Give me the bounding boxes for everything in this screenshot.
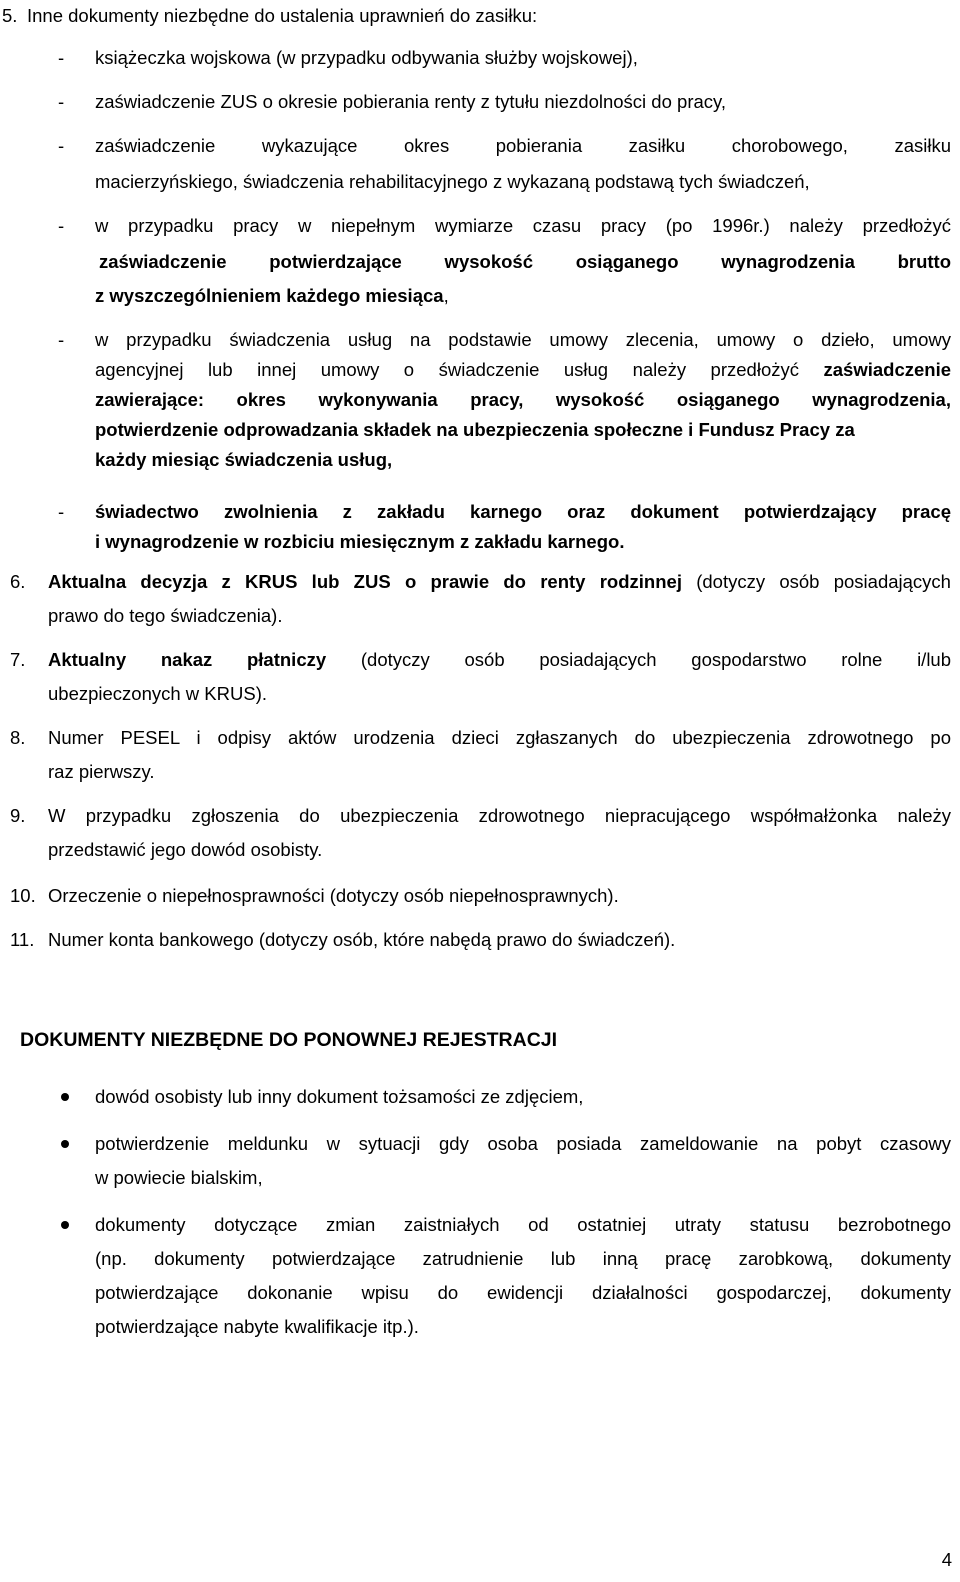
- bullet-item-registration: potwierdzenie meldunku w sytuacji gdy osoba posiada zameldowanie na pobyt czasowy: [95, 1133, 951, 1154]
- page-number: 4: [941, 1549, 952, 1570]
- list-item-services: w przypadku świadczenia usług na podstawie umowy zlecenia, umowy o dzieło, umowy: [95, 329, 951, 350]
- dash-marker: -: [58, 501, 65, 522]
- section-heading: DOKUMENTY NIEZBĘDNE DO PONOWNEJ REJESTRACJI: [20, 1029, 558, 1051]
- comma-text: ,: [443, 285, 449, 306]
- list-number-9: 9.: [10, 805, 26, 826]
- section-5-title: Inne dokumenty niezbędne do ustalenia uprawnień do zasiłku:: [27, 5, 538, 26]
- list-item-services-end: każdy miesiąc świadczenia usług,: [95, 449, 393, 470]
- list-item-part-time: w przypadku pracy w niepełnym wymiarze czasu pracy (po 1996r.) należy przedłożyć: [95, 215, 951, 236]
- bold-text: z wyszczególnieniem każdego miesiąca: [95, 285, 444, 306]
- list-number-10: 10.: [10, 885, 36, 906]
- list-number-5: 5.: [2, 5, 18, 26]
- list-item-sickness-benefit: zaświadczenie wykazujące okres pobierania zasiłku chorobowego, zasiłku: [95, 135, 951, 156]
- dash-marker: -: [58, 135, 65, 156]
- section-6-bold: Aktualna decyzja z KRUS lub ZUS o prawie do renty rodzinnej: [48, 571, 682, 592]
- list-item-prison-release: świadectwo zwolnienia z zakładu karnego oraz dokument potwierdzający pracę: [95, 501, 951, 522]
- list-item-part-time-end: [95, 284, 449, 308]
- list-item-zus-pension: zaświadczenie ZUS o okresie pobierania renty z tytułu niezdolności do pracy,: [95, 91, 727, 112]
- bullet-item-id: dowód osobisty lub inny dokument tożsamości ze zdjęciem,: [95, 1086, 584, 1107]
- list-item-military-book: książeczka wojskowa (w przypadku odbywania służby wojskowej),: [95, 47, 638, 68]
- section-6-rest: (dotyczy osób posiadających: [696, 571, 951, 592]
- dash-marker: -: [58, 215, 65, 236]
- services-bold-text: zaświadczenie: [823, 359, 952, 380]
- section-9-cont: przedstawić jego dowód osobisty.: [48, 839, 323, 860]
- section-7-rest: (dotyczy osób posiadających gospodarstwo rolne i/lub: [360, 649, 952, 670]
- dash-marker: -: [58, 91, 65, 112]
- list-number-6: 6.: [10, 571, 26, 592]
- list-item-services-cont: zawierające: okres wykonywania pracy, wysokość osiąganego wynagrodzenia,: [95, 389, 951, 410]
- section-7-bold: Aktualny nakaz płatniczy: [48, 649, 327, 670]
- bullet-item-registration-cont: w powiecie bialskim,: [95, 1167, 263, 1188]
- list-number-7: 7.: [10, 649, 26, 670]
- section-6-cont: prawo do tego świadczenia).: [48, 605, 283, 626]
- section-7-cont: ubezpieczonych w KRUS).: [48, 683, 268, 704]
- bullet-item-status-change-cont: potwierdzające dokonanie wpisu do ewidencji działalności gospodarczej, dokumenty: [95, 1282, 951, 1303]
- section-8-cont: raz pierwszy.: [48, 761, 155, 782]
- section-10-line: Orzeczenie o niepełnosprawności (dotyczy osób niepełnosprawnych).: [48, 885, 619, 906]
- list-item-sickness-benefit-cont: macierzyńskiego, świadczenia rehabilitacyjnego z wykazaną podstawą tych świadczeń,: [95, 171, 810, 192]
- list-number-11: 11.: [10, 929, 35, 950]
- section-7-line: [48, 648, 951, 672]
- list-item-part-time-cont: zaświadczenie potwierdzające wysokość osiąganego wynagrodzenia brutto: [99, 251, 951, 272]
- services-text: agencyjnej lub innej umowy o świadczenie usług należy przedłożyć: [95, 359, 799, 380]
- bullet-item-status-change-end: potwierdzające nabyte kwalifikacje itp.).: [95, 1316, 419, 1337]
- section-11-line: Numer konta bankowego (dotyczy osób, które nabędą prawo do świadczeń).: [48, 929, 676, 950]
- list-item-services-cont: potwierdzenie odprowadzania składek na ubezpieczenia społeczne i Fundusz Pracy za: [95, 419, 855, 440]
- list-number-8: 8.: [10, 727, 26, 748]
- list-item-prison-release-cont: i wynagrodzenie w rozbiciu miesięcznym z zakładu karnego.: [95, 531, 625, 552]
- bullet-item-status-change-cont: (np. dokumenty potwierdzające zatrudnienie lub inną pracę zarobkową, dokumenty: [95, 1248, 951, 1269]
- dash-marker: -: [58, 47, 65, 68]
- section-9-line: W przypadku zgłoszenia do ubezpieczenia zdrowotnego niepracującego współmałżonka należy: [48, 805, 951, 826]
- section-6-line: [48, 570, 951, 594]
- section-8-line: Numer PESEL i odpisy aktów urodzenia dzieci zgłaszanych do ubezpieczenia zdrowotnego po: [48, 727, 951, 748]
- bullet-icon: [61, 1221, 69, 1229]
- dash-marker: -: [58, 329, 65, 350]
- bullet-item-status-change: dokumenty dotyczące zmian zaistniałych od ostatniej utraty statusu bezrobotnego: [95, 1214, 951, 1235]
- bullet-icon: [61, 1093, 69, 1101]
- list-item-services-cont: [95, 358, 951, 382]
- bullet-icon: [61, 1140, 69, 1148]
